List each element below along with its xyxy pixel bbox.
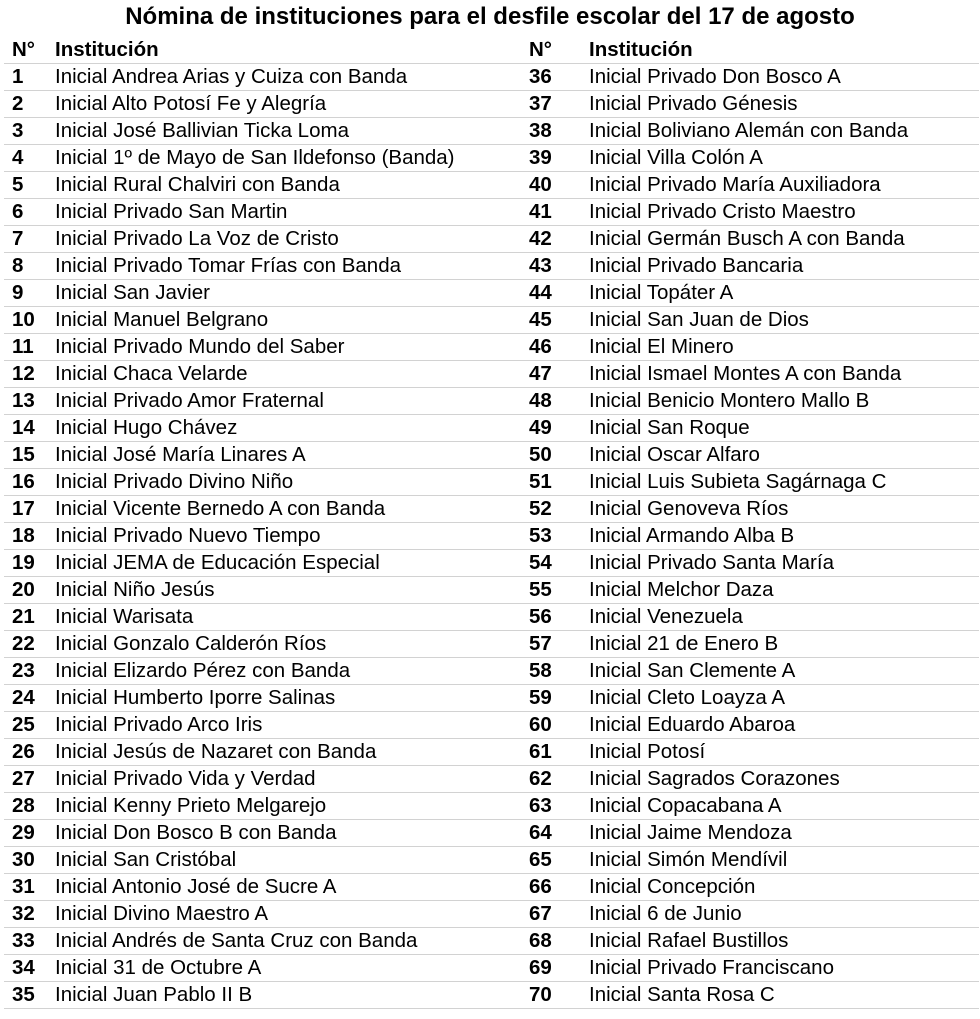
institution-name: Inicial Ismael Montes A con Banda bbox=[589, 362, 902, 385]
table-header-row bbox=[519, 36, 979, 64]
institution-name: Inicial Villa Colón A bbox=[589, 146, 763, 169]
page-title: Nómina de instituciones para el desfile escolar del 17 de agosto bbox=[125, 3, 855, 30]
institution-name: Inicial 6 de Junio bbox=[589, 902, 742, 925]
row-number: 39 bbox=[529, 146, 552, 169]
institution-name: Inicial San Cristóbal bbox=[55, 848, 237, 871]
institution-name: Inicial El Minero bbox=[589, 335, 734, 358]
row-number: 41 bbox=[529, 200, 552, 223]
institution-name: Inicial Topáter A bbox=[589, 281, 734, 304]
table-body-left bbox=[4, 64, 519, 1009]
row-number: 56 bbox=[529, 605, 552, 628]
institution-name: Inicial Privado Tomar Frías con Banda bbox=[55, 254, 402, 277]
institution-name: Inicial Elizardo Pérez con Banda bbox=[55, 659, 351, 682]
row-number: 14 bbox=[12, 416, 35, 439]
row-number: 61 bbox=[529, 740, 552, 763]
table-row bbox=[519, 766, 979, 793]
row-number: 12 bbox=[12, 362, 35, 385]
row-number: 57 bbox=[529, 632, 552, 655]
table-row bbox=[519, 820, 979, 847]
column-header-number: N° bbox=[529, 37, 553, 61]
institution-name: Inicial Cleto Loayza A bbox=[589, 686, 786, 709]
institution-name: Inicial José María Linares A bbox=[55, 443, 306, 466]
row-number: 62 bbox=[529, 767, 552, 790]
table-row bbox=[4, 280, 519, 307]
row-number: 28 bbox=[12, 794, 35, 817]
institution-name: Inicial Armando Alba B bbox=[589, 524, 795, 547]
table-row bbox=[4, 199, 519, 226]
institution-name: Inicial 31 de Octubre A bbox=[55, 956, 262, 979]
table-row bbox=[519, 631, 979, 658]
table-row bbox=[4, 415, 519, 442]
row-number: 37 bbox=[529, 92, 552, 115]
table-row bbox=[519, 253, 979, 280]
table-row bbox=[519, 415, 979, 442]
institution-name: Inicial Antonio José de Sucre A bbox=[55, 875, 337, 898]
institution-name: Inicial Copacabana A bbox=[589, 794, 782, 817]
table-row bbox=[519, 739, 979, 766]
institution-name: Inicial Jaime Mendoza bbox=[589, 821, 792, 844]
institution-name: Inicial Niño Jesús bbox=[55, 578, 215, 601]
table-row bbox=[4, 91, 519, 118]
row-number: 42 bbox=[529, 227, 552, 250]
table-row bbox=[4, 361, 519, 388]
row-number: 48 bbox=[529, 389, 552, 412]
institution-name: Inicial Privado Cristo Maestro bbox=[589, 200, 856, 223]
institution-name: Inicial Potosí bbox=[589, 740, 706, 763]
row-number: 54 bbox=[529, 551, 552, 574]
institutions-table-left bbox=[4, 36, 519, 1009]
institution-name: Inicial Rafael Bustillos bbox=[589, 929, 789, 952]
row-number: 6 bbox=[12, 200, 24, 223]
table-row bbox=[4, 820, 519, 847]
table-row bbox=[4, 64, 519, 91]
table-row bbox=[4, 901, 519, 928]
table-row bbox=[519, 685, 979, 712]
institution-name: Inicial Privado María Auxiliadora bbox=[589, 173, 881, 196]
row-number: 17 bbox=[12, 497, 35, 520]
institutions-table-right bbox=[519, 36, 979, 1009]
institution-name: Inicial JEMA de Educación Especial bbox=[55, 551, 380, 574]
institution-name: Inicial Oscar Alfaro bbox=[589, 443, 760, 466]
table-row bbox=[519, 604, 979, 631]
table-row bbox=[4, 523, 519, 550]
institution-name: Inicial Santa Rosa C bbox=[589, 983, 775, 1006]
row-number: 7 bbox=[12, 227, 24, 250]
row-number: 53 bbox=[529, 524, 552, 547]
table-body-right bbox=[519, 64, 979, 1009]
row-number: 40 bbox=[529, 173, 552, 196]
row-number: 69 bbox=[529, 956, 552, 979]
institution-name: Inicial Hugo Chávez bbox=[55, 416, 238, 439]
column-header-institution: Institución bbox=[55, 37, 159, 61]
institution-name: Inicial Divino Maestro A bbox=[55, 902, 269, 925]
institution-name: Inicial San Roque bbox=[589, 416, 750, 439]
institution-name: Inicial José Ballivian Ticka Loma bbox=[55, 119, 349, 142]
tables-container bbox=[0, 36, 980, 1009]
table-row bbox=[519, 550, 979, 577]
institution-name: Inicial Privado Génesis bbox=[589, 92, 798, 115]
row-number: 31 bbox=[12, 875, 35, 898]
institution-name: Inicial Privado Vida y Verdad bbox=[55, 767, 316, 790]
table-row bbox=[519, 442, 979, 469]
institution-name: Inicial Jesús de Nazaret con Banda bbox=[55, 740, 377, 763]
row-number: 1 bbox=[12, 65, 24, 88]
row-number: 49 bbox=[529, 416, 552, 439]
institution-name: Inicial Privado La Voz de Cristo bbox=[55, 227, 339, 250]
row-number: 59 bbox=[529, 686, 552, 709]
institution-name: Inicial Vicente Bernedo A con Banda bbox=[55, 497, 386, 520]
table-row bbox=[519, 496, 979, 523]
institution-name: Inicial Gonzalo Calderón Ríos bbox=[55, 632, 327, 655]
institution-name: Inicial Humberto Iporre Salinas bbox=[55, 686, 336, 709]
institution-name: Inicial Alto Potosí Fe y Alegría bbox=[55, 92, 327, 115]
row-number: 30 bbox=[12, 848, 35, 871]
institution-name: Inicial Privado Arco Iris bbox=[55, 713, 263, 736]
row-number: 24 bbox=[12, 686, 35, 709]
institution-name: Inicial Andrés de Santa Cruz con Banda bbox=[55, 929, 418, 952]
row-number: 9 bbox=[12, 281, 24, 304]
table-row bbox=[519, 361, 979, 388]
row-number: 55 bbox=[529, 578, 552, 601]
institution-name: Inicial Melchor Daza bbox=[589, 578, 774, 601]
table-row bbox=[4, 658, 519, 685]
row-number: 10 bbox=[12, 308, 35, 331]
institution-name: Inicial Venezuela bbox=[589, 605, 743, 628]
row-number: 67 bbox=[529, 902, 552, 925]
row-number: 38 bbox=[529, 119, 552, 142]
table-header-row bbox=[4, 36, 519, 64]
row-number: 52 bbox=[529, 497, 552, 520]
table-row bbox=[519, 280, 979, 307]
institution-name: Inicial Warisata bbox=[55, 605, 194, 628]
institution-name: Inicial Privado Don Bosco A bbox=[589, 65, 841, 88]
table-row bbox=[519, 955, 979, 982]
institution-name: Inicial Benicio Montero Mallo B bbox=[589, 389, 870, 412]
table-row bbox=[519, 982, 979, 1009]
row-number: 22 bbox=[12, 632, 35, 655]
institution-name: Inicial San Juan de Dios bbox=[589, 308, 809, 331]
table-row bbox=[4, 982, 519, 1009]
row-number: 43 bbox=[529, 254, 552, 277]
table-row bbox=[4, 550, 519, 577]
row-number: 51 bbox=[529, 470, 552, 493]
table-row bbox=[4, 739, 519, 766]
institution-name: Inicial Rural Chalviri con Banda bbox=[55, 173, 340, 196]
row-number: 70 bbox=[529, 983, 552, 1006]
table-row bbox=[519, 874, 979, 901]
institution-name: Inicial Privado Franciscano bbox=[589, 956, 834, 979]
row-number: 47 bbox=[529, 362, 552, 385]
row-number: 8 bbox=[12, 254, 24, 277]
institution-name: Inicial Privado Bancaria bbox=[589, 254, 804, 277]
table-row bbox=[4, 226, 519, 253]
table-row bbox=[4, 118, 519, 145]
institution-name: Inicial Juan Pablo II B bbox=[55, 983, 253, 1006]
table-row bbox=[519, 64, 979, 91]
table-row bbox=[4, 793, 519, 820]
institution-name: Inicial San Javier bbox=[55, 281, 210, 304]
institution-name: Inicial Kenny Prieto Melgarejo bbox=[55, 794, 327, 817]
institution-name: Inicial Germán Busch A con Banda bbox=[589, 227, 905, 250]
institution-name: Inicial Manuel Belgrano bbox=[55, 308, 269, 331]
table-row bbox=[4, 955, 519, 982]
table-row bbox=[4, 253, 519, 280]
row-number: 18 bbox=[12, 524, 35, 547]
row-number: 19 bbox=[12, 551, 35, 574]
row-number: 68 bbox=[529, 929, 552, 952]
row-number: 45 bbox=[529, 308, 552, 331]
table-row bbox=[519, 928, 979, 955]
institution-name: Inicial 21 de Enero B bbox=[589, 632, 779, 655]
institution-name: Inicial Boliviano Alemán con Banda bbox=[589, 119, 909, 142]
row-number: 44 bbox=[529, 281, 552, 304]
row-number: 25 bbox=[12, 713, 35, 736]
row-number: 58 bbox=[529, 659, 552, 682]
table-row bbox=[4, 847, 519, 874]
table-row bbox=[4, 307, 519, 334]
institution-name: Inicial Chaca Velarde bbox=[55, 362, 248, 385]
table-row bbox=[519, 523, 979, 550]
row-number: 26 bbox=[12, 740, 35, 763]
row-number: 5 bbox=[12, 173, 24, 196]
institution-name: Inicial Eduardo Abaroa bbox=[589, 713, 796, 736]
institution-name: Inicial Privado Santa María bbox=[589, 551, 834, 574]
row-number: 13 bbox=[12, 389, 35, 412]
table-row bbox=[519, 793, 979, 820]
table-row bbox=[4, 496, 519, 523]
row-number: 27 bbox=[12, 767, 35, 790]
institution-name: Inicial Privado Amor Fraternal bbox=[55, 389, 324, 412]
row-number: 63 bbox=[529, 794, 552, 817]
table-row bbox=[519, 334, 979, 361]
row-number: 36 bbox=[529, 65, 552, 88]
table-row bbox=[519, 712, 979, 739]
table-row bbox=[519, 172, 979, 199]
row-number: 20 bbox=[12, 578, 35, 601]
institution-name: Inicial Privado Nuevo Tiempo bbox=[55, 524, 321, 547]
table-row bbox=[519, 226, 979, 253]
institution-name: Inicial Privado Mundo del Saber bbox=[55, 335, 345, 358]
table-row bbox=[4, 631, 519, 658]
institution-name: Inicial Simón Mendívil bbox=[589, 848, 788, 871]
column-header-institution: Institución bbox=[589, 37, 693, 61]
row-number: 60 bbox=[529, 713, 552, 736]
table-row bbox=[4, 685, 519, 712]
institution-name: Inicial Genoveva Ríos bbox=[589, 497, 789, 520]
row-number: 65 bbox=[529, 848, 552, 871]
row-number: 34 bbox=[12, 956, 35, 979]
table-row bbox=[4, 334, 519, 361]
institution-name: Inicial Privado Divino Niño bbox=[55, 470, 294, 493]
row-number: 16 bbox=[12, 470, 35, 493]
institution-name: Inicial Privado San Martin bbox=[55, 200, 288, 223]
institution-name: Inicial Andrea Arias y Cuiza con Banda bbox=[55, 65, 408, 88]
table-row bbox=[519, 145, 979, 172]
table-row bbox=[4, 928, 519, 955]
row-number: 23 bbox=[12, 659, 35, 682]
table-row bbox=[519, 577, 979, 604]
table-row bbox=[519, 307, 979, 334]
table-row bbox=[519, 847, 979, 874]
table-row bbox=[519, 388, 979, 415]
row-number: 29 bbox=[12, 821, 35, 844]
institution-name: Inicial Don Bosco B con Banda bbox=[55, 821, 337, 844]
row-number: 32 bbox=[12, 902, 35, 925]
row-number: 50 bbox=[529, 443, 552, 466]
row-number: 64 bbox=[529, 821, 552, 844]
row-number: 11 bbox=[12, 335, 34, 358]
table-row bbox=[519, 901, 979, 928]
table-row bbox=[519, 199, 979, 226]
table-row bbox=[4, 172, 519, 199]
row-number: 21 bbox=[12, 605, 35, 628]
table-row bbox=[4, 604, 519, 631]
row-number: 2 bbox=[12, 92, 24, 115]
table-row bbox=[519, 91, 979, 118]
institution-name: Inicial 1º de Mayo de San Ildefonso (Banda) bbox=[55, 146, 455, 169]
column-header-number: N° bbox=[12, 37, 36, 61]
table-row bbox=[4, 442, 519, 469]
table-row bbox=[4, 388, 519, 415]
table-row bbox=[519, 118, 979, 145]
row-number: 46 bbox=[529, 335, 552, 358]
institution-name: Inicial Luis Subieta Sagárnaga C bbox=[589, 470, 887, 493]
table-row bbox=[519, 658, 979, 685]
table-row bbox=[4, 766, 519, 793]
institution-name: Inicial Sagrados Corazones bbox=[589, 767, 840, 790]
row-number: 66 bbox=[529, 875, 552, 898]
row-number: 35 bbox=[12, 983, 35, 1006]
table-row bbox=[4, 577, 519, 604]
table-row bbox=[4, 145, 519, 172]
institution-name: Inicial Concepción bbox=[589, 875, 756, 898]
table-row bbox=[519, 469, 979, 496]
row-number: 3 bbox=[12, 119, 24, 142]
table-row bbox=[4, 712, 519, 739]
institution-name: Inicial San Clemente A bbox=[589, 659, 796, 682]
row-number: 33 bbox=[12, 929, 35, 952]
row-number: 4 bbox=[12, 146, 24, 169]
row-number: 15 bbox=[12, 443, 35, 466]
table-row bbox=[4, 469, 519, 496]
table-row bbox=[4, 874, 519, 901]
